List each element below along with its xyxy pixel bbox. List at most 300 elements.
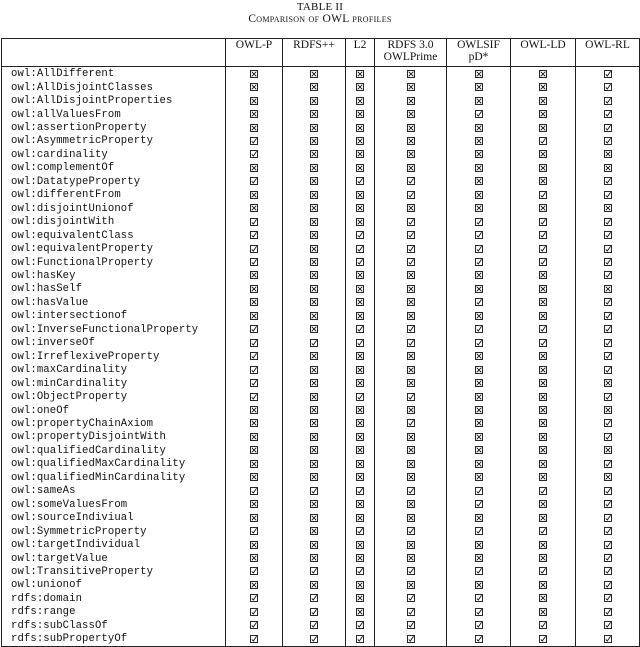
crossed-box-icon xyxy=(604,406,612,414)
checked-box-icon xyxy=(250,527,258,535)
crossed-box-icon xyxy=(310,70,318,78)
table-body xyxy=(2,67,640,647)
crossed-box-icon xyxy=(539,393,547,401)
support-cell xyxy=(283,203,346,216)
crossed-box-icon xyxy=(407,312,415,320)
support-cell xyxy=(375,485,447,498)
crossed-box-icon xyxy=(310,177,318,185)
support-cell xyxy=(375,633,447,647)
crossed-box-icon xyxy=(356,594,364,602)
property-name: owl:unionof xyxy=(2,579,226,592)
support-cell xyxy=(511,485,576,498)
support-cell xyxy=(447,203,511,216)
property-name: owl:assertionProperty xyxy=(2,122,226,135)
crossed-box-icon xyxy=(250,271,258,279)
crossed-box-icon xyxy=(356,581,364,589)
support-cell xyxy=(576,162,640,175)
checked-box-icon xyxy=(250,137,258,145)
crossed-box-icon xyxy=(604,150,612,158)
table-caption xyxy=(0,0,640,26)
crossed-box-icon xyxy=(250,83,258,91)
checked-box-icon xyxy=(356,527,364,535)
support-cell xyxy=(283,310,346,323)
property-name: owl:oneOf xyxy=(2,404,226,417)
checked-box-icon xyxy=(250,393,258,401)
support-cell xyxy=(226,149,283,162)
crossed-box-icon xyxy=(356,419,364,427)
support-cell xyxy=(346,108,375,121)
crossed-box-icon xyxy=(539,433,547,441)
crossed-box-icon xyxy=(356,554,364,562)
checked-box-icon xyxy=(407,635,415,643)
support-cell xyxy=(576,566,640,579)
support-cell xyxy=(447,149,511,162)
property-name: owl:IrreflexiveProperty xyxy=(2,351,226,364)
support-cell xyxy=(511,539,576,552)
support-cell xyxy=(283,458,346,471)
support-cell xyxy=(226,324,283,337)
table-row xyxy=(2,377,640,390)
crossed-box-icon xyxy=(539,366,547,374)
support-cell xyxy=(511,593,576,606)
checked-box-icon xyxy=(539,325,547,333)
header-cell-profile: OWL-LD xyxy=(511,39,576,67)
checked-box-icon xyxy=(604,97,612,105)
checked-box-icon xyxy=(250,379,258,387)
support-cell xyxy=(346,593,375,606)
crossed-box-icon xyxy=(250,406,258,414)
property-name: owl:cardinality xyxy=(2,149,226,162)
support-cell xyxy=(576,364,640,377)
support-cell xyxy=(447,337,511,350)
checked-box-icon xyxy=(356,635,364,643)
crossed-box-icon xyxy=(539,271,547,279)
checked-box-icon xyxy=(604,393,612,401)
support-cell xyxy=(576,310,640,323)
support-cell xyxy=(447,377,511,390)
support-cell xyxy=(447,633,511,647)
crossed-box-icon xyxy=(356,285,364,293)
crossed-box-icon xyxy=(407,514,415,522)
crossed-box-icon xyxy=(539,541,547,549)
crossed-box-icon xyxy=(407,271,415,279)
support-cell xyxy=(576,445,640,458)
checked-box-icon xyxy=(539,487,547,495)
checked-box-icon xyxy=(604,70,612,78)
crossed-box-icon xyxy=(310,460,318,468)
crossed-box-icon xyxy=(310,446,318,454)
checked-box-icon xyxy=(250,487,258,495)
checked-box-icon xyxy=(604,271,612,279)
crossed-box-icon xyxy=(356,218,364,226)
support-cell xyxy=(283,620,346,633)
support-cell xyxy=(346,391,375,404)
header-cell-profile: OWL-RL xyxy=(576,39,640,67)
support-cell xyxy=(283,472,346,485)
checked-box-icon xyxy=(407,487,415,495)
support-cell xyxy=(283,525,346,538)
support-cell xyxy=(226,135,283,148)
crossed-box-icon xyxy=(475,164,483,172)
checked-box-icon xyxy=(356,325,364,333)
table-row xyxy=(2,243,640,256)
support-cell xyxy=(511,566,576,579)
crossed-box-icon xyxy=(539,164,547,172)
support-cell xyxy=(226,445,283,458)
crossed-box-icon xyxy=(539,581,547,589)
support-cell xyxy=(511,122,576,135)
support-cell xyxy=(576,67,640,82)
table-row xyxy=(2,552,640,565)
checked-box-icon xyxy=(604,621,612,629)
support-cell xyxy=(346,566,375,579)
crossed-box-icon xyxy=(356,271,364,279)
property-name: owl:InverseFunctionalProperty xyxy=(2,324,226,337)
checked-box-icon xyxy=(475,325,483,333)
support-cell xyxy=(346,485,375,498)
table-row xyxy=(2,418,640,431)
support-cell xyxy=(511,256,576,269)
checked-box-icon xyxy=(604,325,612,333)
crossed-box-icon xyxy=(407,97,415,105)
support-cell xyxy=(226,351,283,364)
support-cell xyxy=(447,512,511,525)
support-cell xyxy=(283,67,346,82)
support-cell xyxy=(346,324,375,337)
checked-box-icon xyxy=(407,177,415,185)
property-name: owl:FunctionalProperty xyxy=(2,256,226,269)
support-cell xyxy=(226,122,283,135)
table-row xyxy=(2,283,640,296)
support-cell xyxy=(576,552,640,565)
table-row xyxy=(2,606,640,619)
table-row xyxy=(2,189,640,202)
checked-box-icon xyxy=(407,325,415,333)
crossed-box-icon xyxy=(539,473,547,481)
checked-box-icon xyxy=(250,231,258,239)
checked-box-icon xyxy=(539,231,547,239)
support-cell xyxy=(511,418,576,431)
support-cell xyxy=(375,418,447,431)
support-cell xyxy=(346,377,375,390)
crossed-box-icon xyxy=(356,150,364,158)
table-row xyxy=(2,566,640,579)
support-cell xyxy=(346,122,375,135)
support-cell xyxy=(226,431,283,444)
checked-box-icon xyxy=(604,514,612,522)
property-name: owl:propertyChainAxiom xyxy=(2,418,226,431)
crossed-box-icon xyxy=(356,124,364,132)
table-title: Comparison of OWL profiles xyxy=(248,13,392,25)
crossed-box-icon xyxy=(407,137,415,145)
support-cell xyxy=(346,229,375,242)
support-cell xyxy=(576,377,640,390)
crossed-box-icon xyxy=(475,177,483,185)
crossed-box-icon xyxy=(407,406,415,414)
property-name: owl:qualifiedMaxCardinality xyxy=(2,458,226,471)
support-cell xyxy=(447,229,511,242)
crossed-box-icon xyxy=(539,419,547,427)
support-cell xyxy=(226,229,283,242)
support-cell xyxy=(447,310,511,323)
crossed-box-icon xyxy=(475,150,483,158)
support-cell xyxy=(576,404,640,417)
support-cell xyxy=(226,566,283,579)
support-cell xyxy=(283,270,346,283)
property-name: owl:qualifiedMinCardinality xyxy=(2,472,226,485)
support-cell xyxy=(346,310,375,323)
crossed-box-icon xyxy=(475,271,483,279)
table-row xyxy=(2,297,640,310)
support-cell xyxy=(346,472,375,485)
crossed-box-icon xyxy=(475,514,483,522)
crossed-box-icon xyxy=(356,406,364,414)
checked-box-icon xyxy=(250,567,258,575)
support-cell xyxy=(346,458,375,471)
support-cell xyxy=(447,552,511,565)
crossed-box-icon xyxy=(407,446,415,454)
property-name: owl:equivalentClass xyxy=(2,229,226,242)
checked-box-icon xyxy=(250,218,258,226)
crossed-box-icon xyxy=(310,231,318,239)
property-name: owl:AllDifferent xyxy=(2,67,226,82)
checked-box-icon xyxy=(604,527,612,535)
crossed-box-icon xyxy=(604,446,612,454)
support-cell xyxy=(511,162,576,175)
support-cell xyxy=(511,445,576,458)
support-cell xyxy=(375,270,447,283)
crossed-box-icon xyxy=(604,204,612,212)
crossed-box-icon xyxy=(356,70,364,78)
crossed-box-icon xyxy=(356,541,364,549)
support-cell xyxy=(226,364,283,377)
support-cell xyxy=(511,95,576,108)
support-cell xyxy=(511,81,576,94)
checked-box-icon xyxy=(475,339,483,347)
crossed-box-icon xyxy=(539,177,547,185)
support-cell xyxy=(447,122,511,135)
support-cell xyxy=(576,620,640,633)
support-cell xyxy=(346,364,375,377)
table-row xyxy=(2,539,640,552)
support-cell xyxy=(576,297,640,310)
support-cell xyxy=(226,539,283,552)
table-row xyxy=(2,135,640,148)
table-header-row xyxy=(2,39,640,67)
crossed-box-icon xyxy=(407,473,415,481)
checked-box-icon xyxy=(407,527,415,535)
support-cell xyxy=(511,67,576,82)
header-cell-profile: RDFS++ xyxy=(283,39,346,67)
table-row xyxy=(2,337,640,350)
support-cell xyxy=(283,351,346,364)
crossed-box-icon xyxy=(475,191,483,199)
crossed-box-icon xyxy=(310,325,318,333)
checked-box-icon xyxy=(604,635,612,643)
property-name: owl:sourceIndiviual xyxy=(2,512,226,525)
checked-box-icon xyxy=(604,83,612,91)
checked-box-icon xyxy=(407,231,415,239)
checked-box-icon xyxy=(604,594,612,602)
support-cell xyxy=(576,189,640,202)
checked-box-icon xyxy=(356,258,364,266)
property-name: rdfs:subPropertyOf xyxy=(2,633,226,647)
crossed-box-icon xyxy=(539,124,547,132)
property-name: owl:TransitiveProperty xyxy=(2,566,226,579)
checked-box-icon xyxy=(475,527,483,535)
table-row xyxy=(2,364,640,377)
checked-box-icon xyxy=(604,487,612,495)
checked-box-icon xyxy=(356,393,364,401)
crossed-box-icon xyxy=(407,204,415,212)
crossed-box-icon xyxy=(310,473,318,481)
support-cell xyxy=(511,458,576,471)
support-cell xyxy=(511,203,576,216)
property-name: rdfs:domain xyxy=(2,593,226,606)
crossed-box-icon xyxy=(407,124,415,132)
crossed-box-icon xyxy=(356,191,364,199)
table-row xyxy=(2,203,640,216)
crossed-box-icon xyxy=(356,500,364,508)
checked-box-icon xyxy=(310,567,318,575)
support-cell xyxy=(226,310,283,323)
support-cell xyxy=(375,512,447,525)
crossed-box-icon xyxy=(539,514,547,522)
checked-box-icon xyxy=(475,635,483,643)
checked-box-icon xyxy=(475,487,483,495)
support-cell xyxy=(447,431,511,444)
checked-box-icon xyxy=(250,635,258,643)
support-cell xyxy=(511,351,576,364)
support-cell xyxy=(447,391,511,404)
table-row xyxy=(2,162,640,175)
crossed-box-icon xyxy=(310,150,318,158)
crossed-box-icon xyxy=(250,473,258,481)
support-cell xyxy=(511,337,576,350)
crossed-box-icon xyxy=(475,70,483,78)
support-cell xyxy=(576,593,640,606)
table-row xyxy=(2,458,640,471)
crossed-box-icon xyxy=(407,581,415,589)
checked-box-icon xyxy=(475,500,483,508)
support-cell xyxy=(447,404,511,417)
support-cell xyxy=(576,351,640,364)
support-cell xyxy=(346,67,375,82)
support-cell xyxy=(283,566,346,579)
support-cell xyxy=(226,297,283,310)
support-cell xyxy=(283,135,346,148)
checked-box-icon xyxy=(475,110,483,118)
support-cell xyxy=(226,108,283,121)
table-row xyxy=(2,108,640,121)
crossed-box-icon xyxy=(356,110,364,118)
table-row xyxy=(2,633,640,647)
checked-box-icon xyxy=(407,393,415,401)
crossed-box-icon xyxy=(407,298,415,306)
support-cell xyxy=(511,552,576,565)
support-cell xyxy=(375,203,447,216)
table-row xyxy=(2,525,640,538)
checked-box-icon xyxy=(475,218,483,226)
support-cell xyxy=(447,566,511,579)
support-cell xyxy=(447,95,511,108)
crossed-box-icon xyxy=(310,245,318,253)
support-cell xyxy=(511,431,576,444)
crossed-box-icon xyxy=(250,446,258,454)
crossed-box-icon xyxy=(310,433,318,441)
support-cell xyxy=(375,176,447,189)
crossed-box-icon xyxy=(250,500,258,508)
crossed-box-icon xyxy=(310,581,318,589)
checked-box-icon xyxy=(250,621,258,629)
crossed-box-icon xyxy=(356,473,364,481)
property-name: owl:equivalentProperty xyxy=(2,243,226,256)
support-cell xyxy=(283,108,346,121)
crossed-box-icon xyxy=(407,150,415,158)
property-name: owl:AllDisjointClasses xyxy=(2,81,226,94)
support-cell xyxy=(226,270,283,283)
checked-box-icon xyxy=(310,621,318,629)
support-cell xyxy=(346,162,375,175)
property-name: owl:targetValue xyxy=(2,552,226,565)
checked-box-icon xyxy=(407,339,415,347)
table-row xyxy=(2,310,640,323)
support-cell xyxy=(375,351,447,364)
support-cell xyxy=(576,431,640,444)
support-cell xyxy=(576,122,640,135)
crossed-box-icon xyxy=(310,164,318,172)
support-cell xyxy=(283,243,346,256)
support-cell xyxy=(447,364,511,377)
crossed-box-icon xyxy=(539,97,547,105)
property-name: owl:AsymmetricProperty xyxy=(2,135,226,148)
table-row xyxy=(2,176,640,189)
support-cell xyxy=(576,525,640,538)
support-cell xyxy=(346,149,375,162)
support-cell xyxy=(283,593,346,606)
checked-box-icon xyxy=(250,177,258,185)
support-cell xyxy=(346,579,375,592)
checked-box-icon xyxy=(310,608,318,616)
support-cell xyxy=(375,297,447,310)
checked-box-icon xyxy=(310,635,318,643)
support-cell xyxy=(283,95,346,108)
property-name: owl:SymmetricProperty xyxy=(2,525,226,538)
checked-box-icon xyxy=(604,419,612,427)
checked-box-icon xyxy=(407,191,415,199)
checked-box-icon xyxy=(604,177,612,185)
table-row xyxy=(2,499,640,512)
support-cell xyxy=(576,324,640,337)
crossed-box-icon xyxy=(356,608,364,616)
support-cell xyxy=(375,472,447,485)
checked-box-icon xyxy=(475,231,483,239)
support-cell xyxy=(375,67,447,82)
crossed-box-icon xyxy=(310,312,318,320)
checked-box-icon xyxy=(250,150,258,158)
crossed-box-icon xyxy=(539,204,547,212)
crossed-box-icon xyxy=(310,271,318,279)
crossed-box-icon xyxy=(407,500,415,508)
table-row xyxy=(2,81,640,94)
checked-box-icon xyxy=(475,621,483,629)
checked-box-icon xyxy=(356,231,364,239)
support-cell xyxy=(576,539,640,552)
crossed-box-icon xyxy=(475,460,483,468)
support-cell xyxy=(511,283,576,296)
checked-box-icon xyxy=(310,339,318,347)
support-cell xyxy=(283,445,346,458)
